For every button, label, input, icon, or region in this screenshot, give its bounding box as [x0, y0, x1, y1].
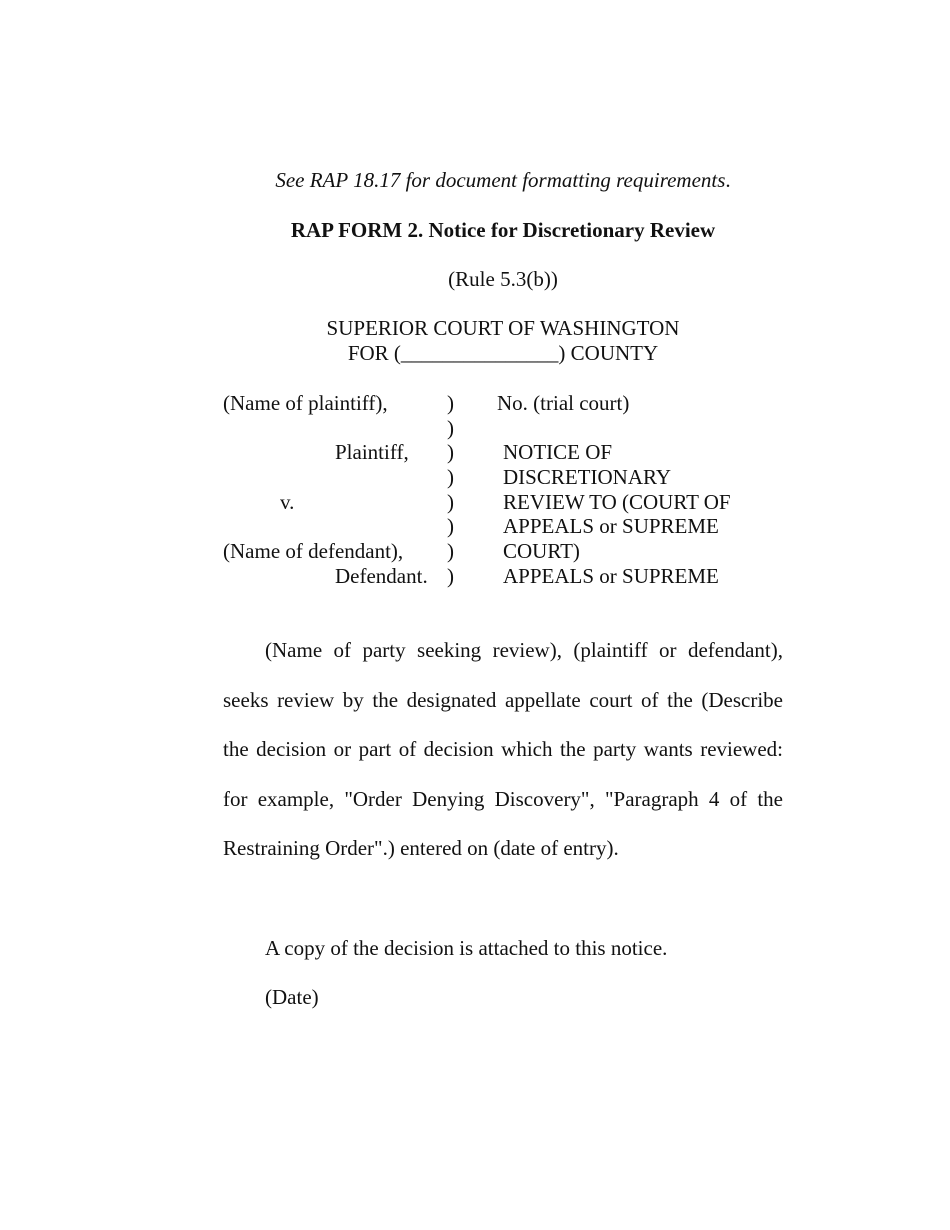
formatting-note-text: See RAP 18.17 for document formatting requirements	[275, 168, 726, 192]
court-name: SUPERIOR COURT OF WASHINGTON	[326, 316, 680, 340]
review-paragraph: (Name of party seeking review), (plaintiff or defendant), seeks review by the designated appellate court of the (Describe the decision or part of decision which the party wants reviewed: for example, "Order Denying Discovery", "Paragraph 4 of the Restraining Order".) entered on (date of entry).	[223, 638, 783, 861]
defendant-name: (Name of defendant),	[223, 539, 404, 563]
attachment-paragraph: A copy of the decision is attached to this notice.	[265, 936, 668, 960]
form-title: RAP FORM 2. Notice for Discretionary Review	[290, 218, 716, 242]
caption-paren: )	[447, 391, 454, 415]
caption-paren: )	[447, 539, 454, 563]
notice-title-line: NOTICE OF	[503, 440, 613, 464]
county-line: FOR (_______________) COUNTY	[347, 341, 659, 365]
notice-title-line: COURT)	[503, 539, 580, 563]
caption-paren: )	[447, 440, 454, 464]
formatting-note: See RAP 18.17 for document formatting requirements.	[275, 168, 731, 192]
caption-paren: )	[447, 490, 454, 514]
versus: v.	[280, 490, 295, 514]
caption-paren: )	[447, 416, 454, 440]
notice-title-line: APPEALS or SUPREME	[503, 514, 719, 538]
caption-paren: )	[447, 465, 454, 489]
caption-paren: )	[447, 514, 454, 538]
case-number: No. (trial court)	[497, 391, 630, 415]
caption-paren: )	[447, 564, 454, 588]
date-line: (Date)	[265, 985, 319, 1009]
notice-title-line: APPEALS or SUPREME	[503, 564, 719, 588]
plaintiff-name: (Name of plaintiff),	[223, 391, 388, 415]
plaintiff-label: Plaintiff,	[335, 440, 409, 464]
rule-reference: (Rule 5.3(b))	[448, 267, 558, 291]
defendant-label: Defendant.	[335, 564, 428, 588]
notice-title-line: DISCRETIONARY	[503, 465, 672, 489]
notice-title-line: REVIEW TO (COURT OF	[503, 490, 731, 514]
